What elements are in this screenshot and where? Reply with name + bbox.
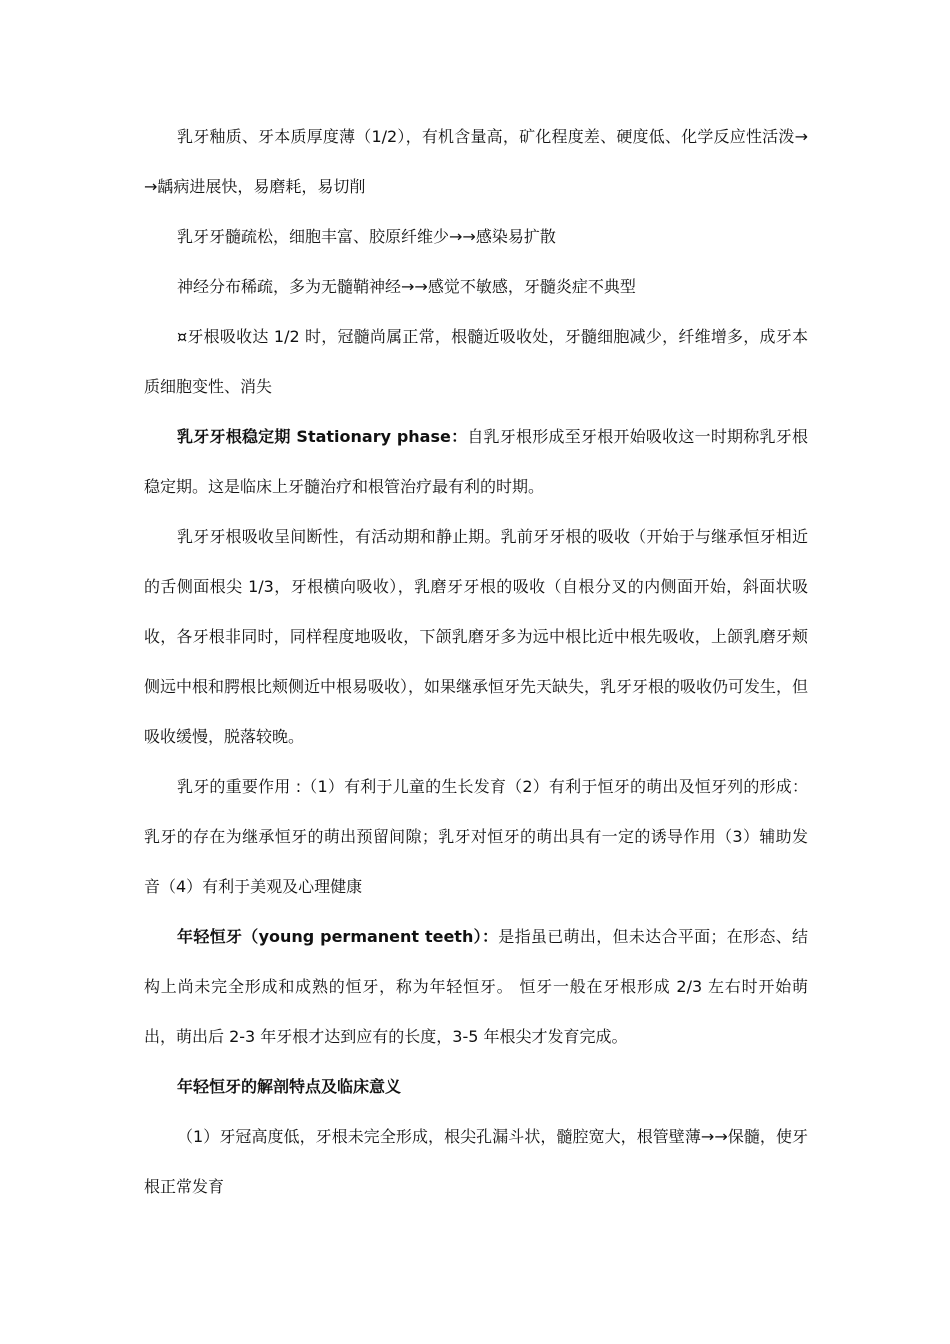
paragraph-primary-teeth-importance <box>144 762 808 912</box>
paragraph-text: 乳牙牙髓疏松，细胞丰富、胶原纤维少→→感染易扩散 <box>177 227 556 246</box>
paragraph-text: ¤牙根吸收达 1/2 时，冠髓尚属正常，根髓近吸收处，牙髓细胞减少，纤维增多，成牙本质细胞变性、消失 <box>144 327 808 396</box>
paragraph-stationary-phase <box>144 412 808 512</box>
paragraph-enamel-dentin <box>144 112 808 212</box>
paragraph-anatomy-heading <box>144 1062 808 1112</box>
document-body <box>144 112 808 1212</box>
paragraph-young-permanent-teeth <box>144 912 808 1062</box>
paragraph-text: 神经分布稀疏，多为无髓鞘神经→→感觉不敏感，牙髓炎症不典型 <box>177 277 636 296</box>
paragraph-pulp <box>144 212 808 262</box>
paragraph-crown-height <box>144 1112 808 1212</box>
section-heading: 年轻恒牙的解剖特点及临床意义 <box>177 1077 402 1096</box>
paragraph-text: 自乳牙根形成至牙根开始吸收这一时期称乳牙根稳定期。这是临床上牙髓治疗和根管治疗最有利的时期。 <box>144 427 808 496</box>
paragraph-text: 乳牙釉质、牙本质厚度薄（1/2），有机含量高，矿化程度差、硬度低、化学反应性活泼→→龋病进展快，易磨耗，易切削 <box>144 127 808 196</box>
paragraph-text: （1）牙冠高度低，牙根未完全形成，根尖孔漏斗状，髓腔宽大，根管壁薄→→保髓，使牙根正常发育 <box>144 1127 808 1196</box>
paragraph-text: 是指虽已萌出，但未达合平面；在形态、结构上尚未完全形成和成熟的恒牙，称为年轻恒牙。 恒牙一般在牙根形成 2/3 左右时开始萌出，萌出后 2-3 年牙根才达到应有的长度，3-5 年根尖才发育完成。 <box>144 927 808 1046</box>
paragraph-root-resorption-half <box>144 312 808 412</box>
paragraph-nerve <box>144 262 808 312</box>
paragraph-text: 乳牙的重要作用 :（1）有利于儿童的生长发育（2）有利于恒牙的萌出及恒牙列的形成：乳牙的存在为继承恒牙的萌出预留间隙；乳牙对恒牙的萌出具有一定的诱导作用（3）辅助发音（4）有利于美观及心理健康 <box>144 777 808 896</box>
paragraph-heading: 年轻恒牙（young permanent teeth）： <box>177 927 499 946</box>
paragraph-root-resorption <box>144 512 808 762</box>
paragraph-heading: 乳牙牙根稳定期 Stationary phase： <box>177 427 468 446</box>
paragraph-text: 乳牙牙根吸收呈间断性，有活动期和静止期。乳前牙牙根的吸收（开始于与继承恒牙相近的舌侧面根尖 1/3，牙根横向吸收），乳磨牙牙根的吸收（自根分叉的内侧面开始，斜面状吸收，各牙根非同时，同样程度地吸收，下颌乳磨牙多为远中根比近中根先吸收，上颌乳磨牙颊侧远中根和腭根比颊侧近中根易吸收），如果继承恒牙先天缺失，乳牙牙根的吸收仍可发生，但吸收缓慢，脱落较晚。 <box>144 527 809 746</box>
